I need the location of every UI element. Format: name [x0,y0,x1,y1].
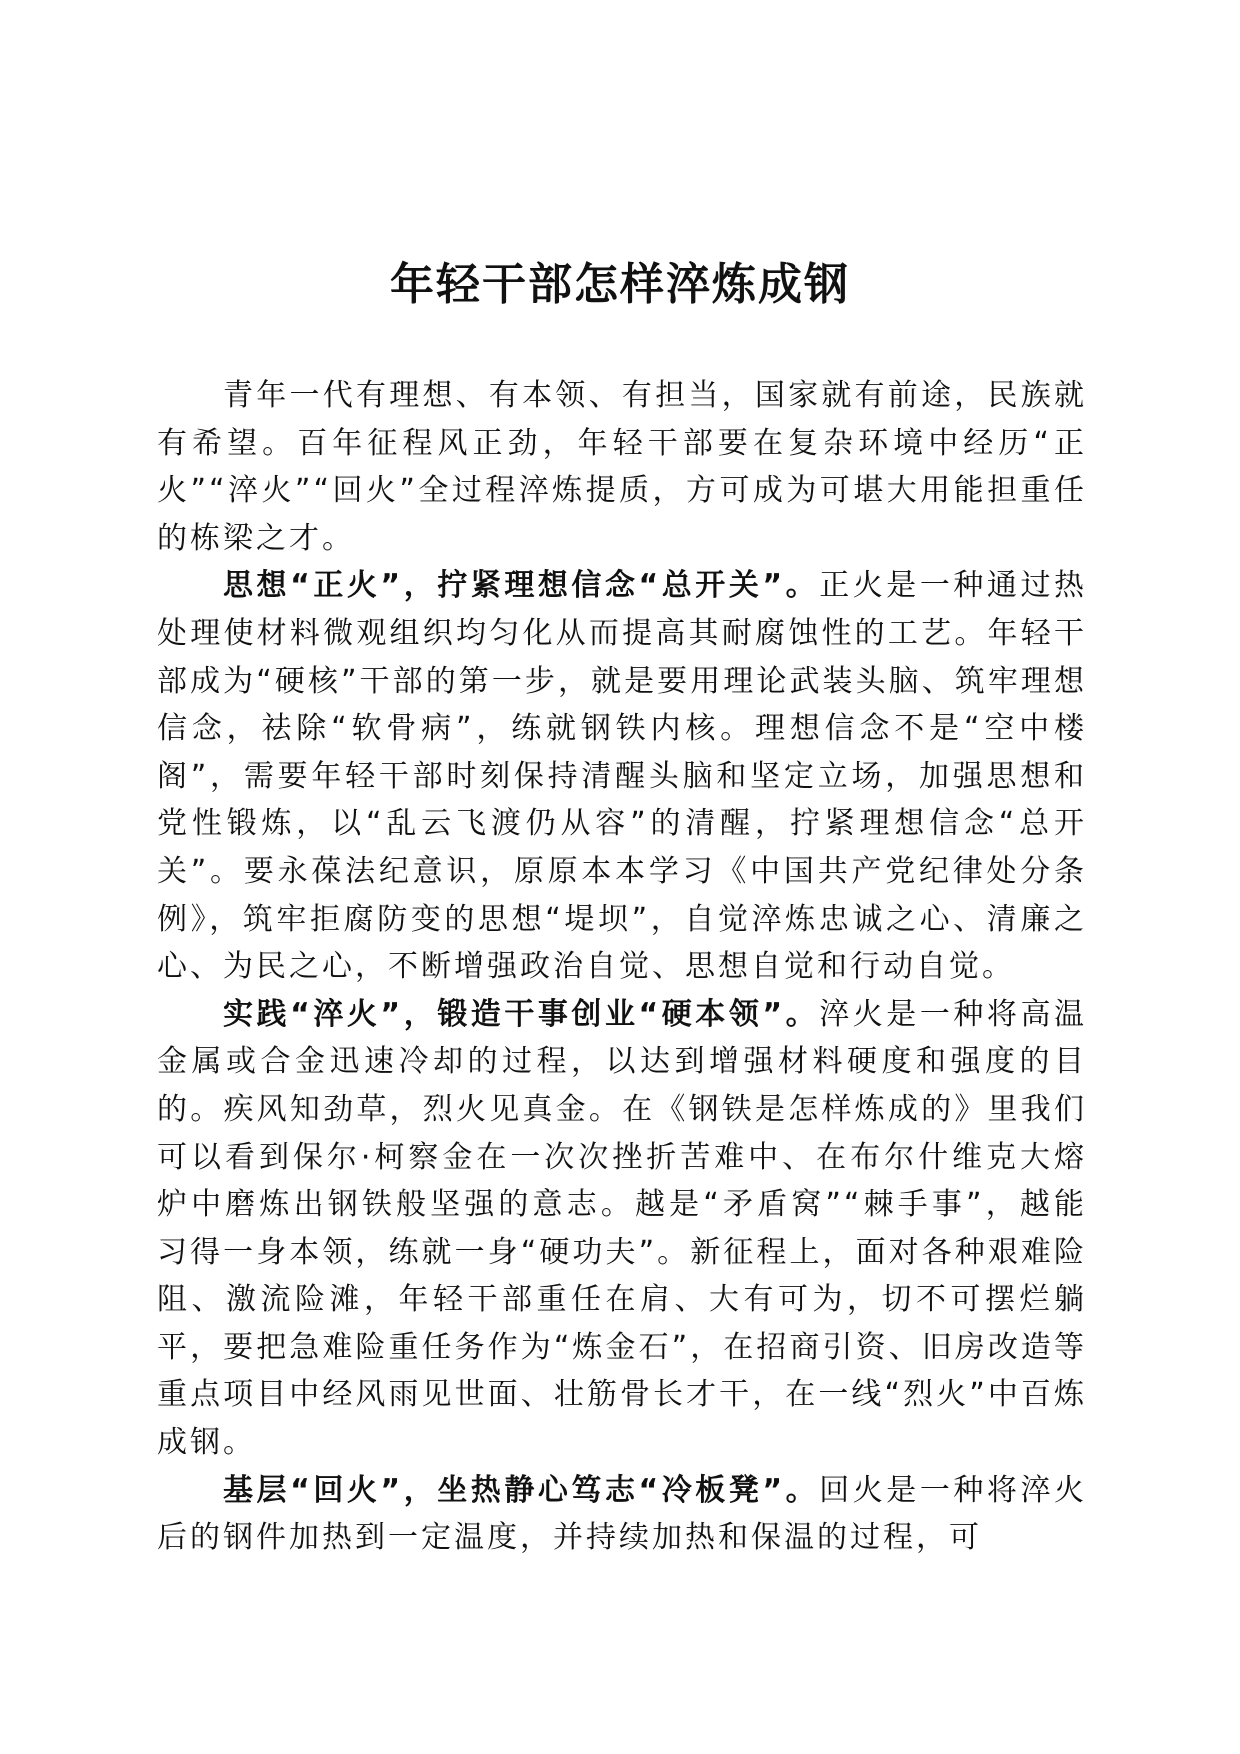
paragraph-text: 青年一代有理想、有本领、有担当，国家就有前途，民族就有希望。百年征程风正劲，年轻干部要在复杂环境中经历“正火”“淬火”“回火”全过程淬炼提质，方可成为可堪大用能担重任的栋梁之才。 [157,378,1087,556]
paragraph-text: 正火是一种通过热处理使材料微观组织均匀化从而提高其耐腐蚀性的工艺。年轻干部成为“硬核”干部的第一步，就是要用理论武装头脑、筑牢理想信念，祛除“软骨病”，练就钢铁内核。理想信念不是“空中楼阁”，需要年轻干部时刻保持清醒头脑和坚定立场，加强思想和党性锻炼，以“乱云飞渡仍从容”的清醒，拧紧理想信念“总开关”。要永葆法纪意识，原原本本学习《中国共产党纪律处分条例》，筑牢拒腐防变的思想“堤坝”，自觉淬炼忠诚之心、清廉之心、为民之心，不断增强政治自觉、思想自觉和行动自觉。 [157,568,1088,985]
paragraph-text: 回火是一种将淬火后的钢件加热到一定温度，并持续加热和保温的过程，可 [157,1472,1088,1556]
paragraph-lead: 思想“正火”，拧紧理想信念“总开关”。 [223,568,820,604]
paragraph-text: 淬火是一种将高温金属或合金迅速冷却的过程，以达到增强材料硬度和强度的目的。疾风知劲草，烈火见真金。在《钢铁是怎样炼成的》里我们可以看到保尔·柯察金在一次次挫折苦难中、在布尔什维克大熔炉中磨炼出钢铁般坚强的意志。越是“矛盾窝”“棘手事”，越能习得一身本领，练就一身“硬功夫”。新征程上，面对各种艰难险阻、激流险滩，年轻干部重任在肩、大有可为，切不可摆烂躺平，要把急难险重任务作为“炼金石”，在招商引资、旧房改造等重点项目中经风雨见世面、壮筋骨长才干，在一线“烈火”中百炼成钢。 [157,996,1088,1461]
document-title: 年轻干部怎样淬炼成钢 [390,259,850,310]
paragraph-ideology [157,562,1087,990]
paragraph-practice [157,991,1087,1467]
document-body [157,372,1087,1562]
paragraph-lead: 基层“回火”，坐热静心笃志“冷板凳”。 [223,1472,820,1508]
paragraph-grassroots [157,1467,1087,1562]
paragraph-lead: 实践“淬火”，锻造干事创业“硬本领”。 [223,996,820,1032]
paragraph-intro [157,372,1087,562]
